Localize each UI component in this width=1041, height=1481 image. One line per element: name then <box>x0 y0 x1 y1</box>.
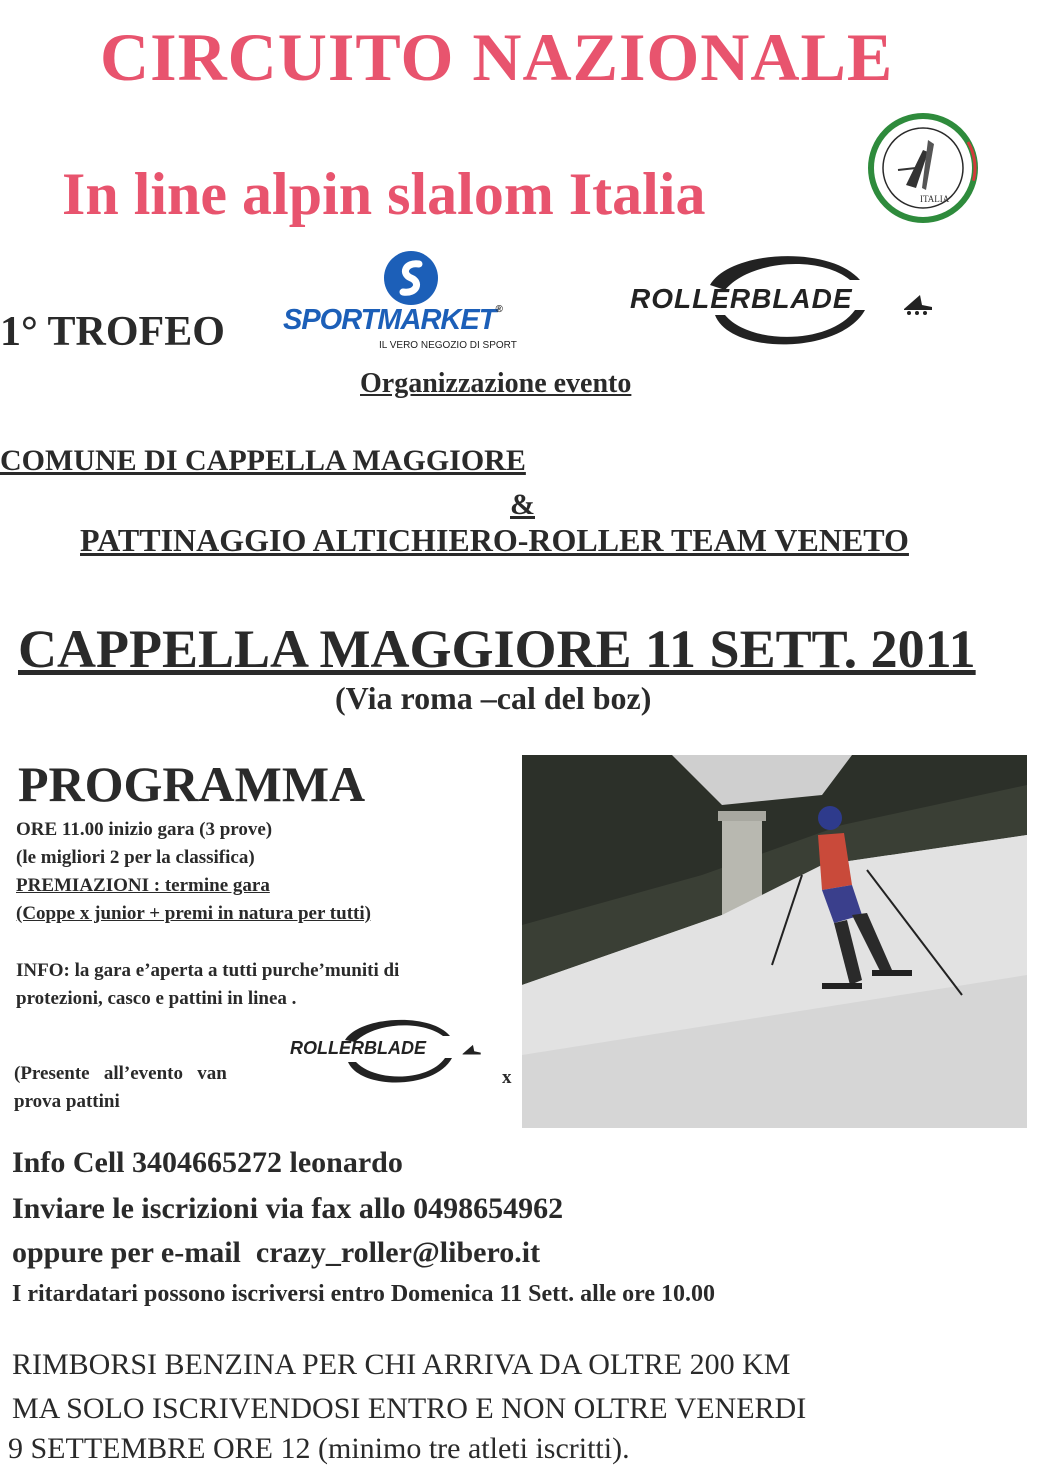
event-place-date: CAPPELLA MAGGIORE 11 SETT. 2011 <box>18 619 976 679</box>
skate-icon <box>900 291 934 315</box>
contact-email: oppure per e-mail crazy_roller@libero.it <box>12 1236 541 1269</box>
program-x-mark: x <box>502 1067 512 1088</box>
refund-line2: MA SOLO ISCRIVENDOSI ENTRO E NON OLTRE VENERDI <box>12 1392 807 1425</box>
program-info-line2: protezioni, casco e pattini in linea . <box>16 988 297 1009</box>
program-van-line2: prova pattini <box>14 1091 120 1112</box>
refund-line1: RIMBORSI BENZINA PER CHI ARRIVA DA OLTRE 200 KM <box>12 1348 791 1381</box>
subtitle: In line alpin slalom Italia <box>62 161 706 227</box>
sportmarket-tagline: IL VERO NEGOZIO DI SPORT <box>379 340 517 351</box>
contact-cell: Info Cell 3404665272 leonardo <box>12 1146 403 1179</box>
association-seal <box>868 110 978 228</box>
sportmarket-wordmark <box>283 304 502 337</box>
program-line-prizes: (Coppe x junior + premi in natura per tutti) <box>16 903 371 924</box>
organizer-club: PATTINAGGIO ALTICHIERO-ROLLER TEAM VENETO <box>80 522 909 558</box>
organization-heading: Organizzazione evento <box>360 368 632 399</box>
rollerblade-wordmark: ROLLERBLADE <box>630 283 853 314</box>
sportmarket-emblem-icon <box>381 248 441 308</box>
rollerblade-logo-small <box>290 1012 490 1092</box>
event-address: (Via roma –cal del boz) <box>335 680 652 716</box>
organizer-ampersand: & <box>510 488 535 521</box>
main-title: CIRCUITO NAZIONALE <box>100 19 894 95</box>
rollerblade-logo-top <box>630 245 940 360</box>
trophy-label: 1° TROFEO <box>0 309 225 355</box>
skater-photo <box>522 755 1027 1128</box>
sportmarket-registered: ® <box>495 304 502 315</box>
program-line-awards: PREMIAZIONI : termine gara <box>16 875 270 896</box>
contact-fax: Inviare le iscrizioni via fax allo 0498654962 <box>12 1192 564 1225</box>
sportmarket-logo <box>283 248 548 358</box>
program-van-line1: (Presente all’evento van <box>14 1063 227 1084</box>
program-info-line1: INFO: la gara e’aperta a tutti purche’muniti di <box>16 960 400 981</box>
program-line-start: ORE 11.00 inizio gara (3 prove) <box>16 819 273 840</box>
skater-photo-image <box>522 755 1027 1128</box>
program-heading: PROGRAMMA <box>18 756 366 812</box>
skate-small-icon <box>460 1042 482 1058</box>
late-registration-note: I ritardatari possono iscriversi entro Domenica 11 Sett. alle ore 10.00 <box>12 1281 716 1307</box>
rollerblade-small-wordmark: ROLLERBLADE <box>290 1038 426 1058</box>
organizer-comune: COMUNE DI CAPPELLA MAGGIORE <box>0 444 526 477</box>
refund-line3: 9 SETTEMBRE ORE 12 (minimo tre atleti iscritti). <box>8 1432 630 1465</box>
sportmarket-name: SPORTMARKET <box>283 304 496 336</box>
seal-icon <box>868 110 978 228</box>
program-line-ranking: (le migliori 2 per la classifica) <box>16 847 255 868</box>
seal-label: ITALIA <box>920 194 950 204</box>
